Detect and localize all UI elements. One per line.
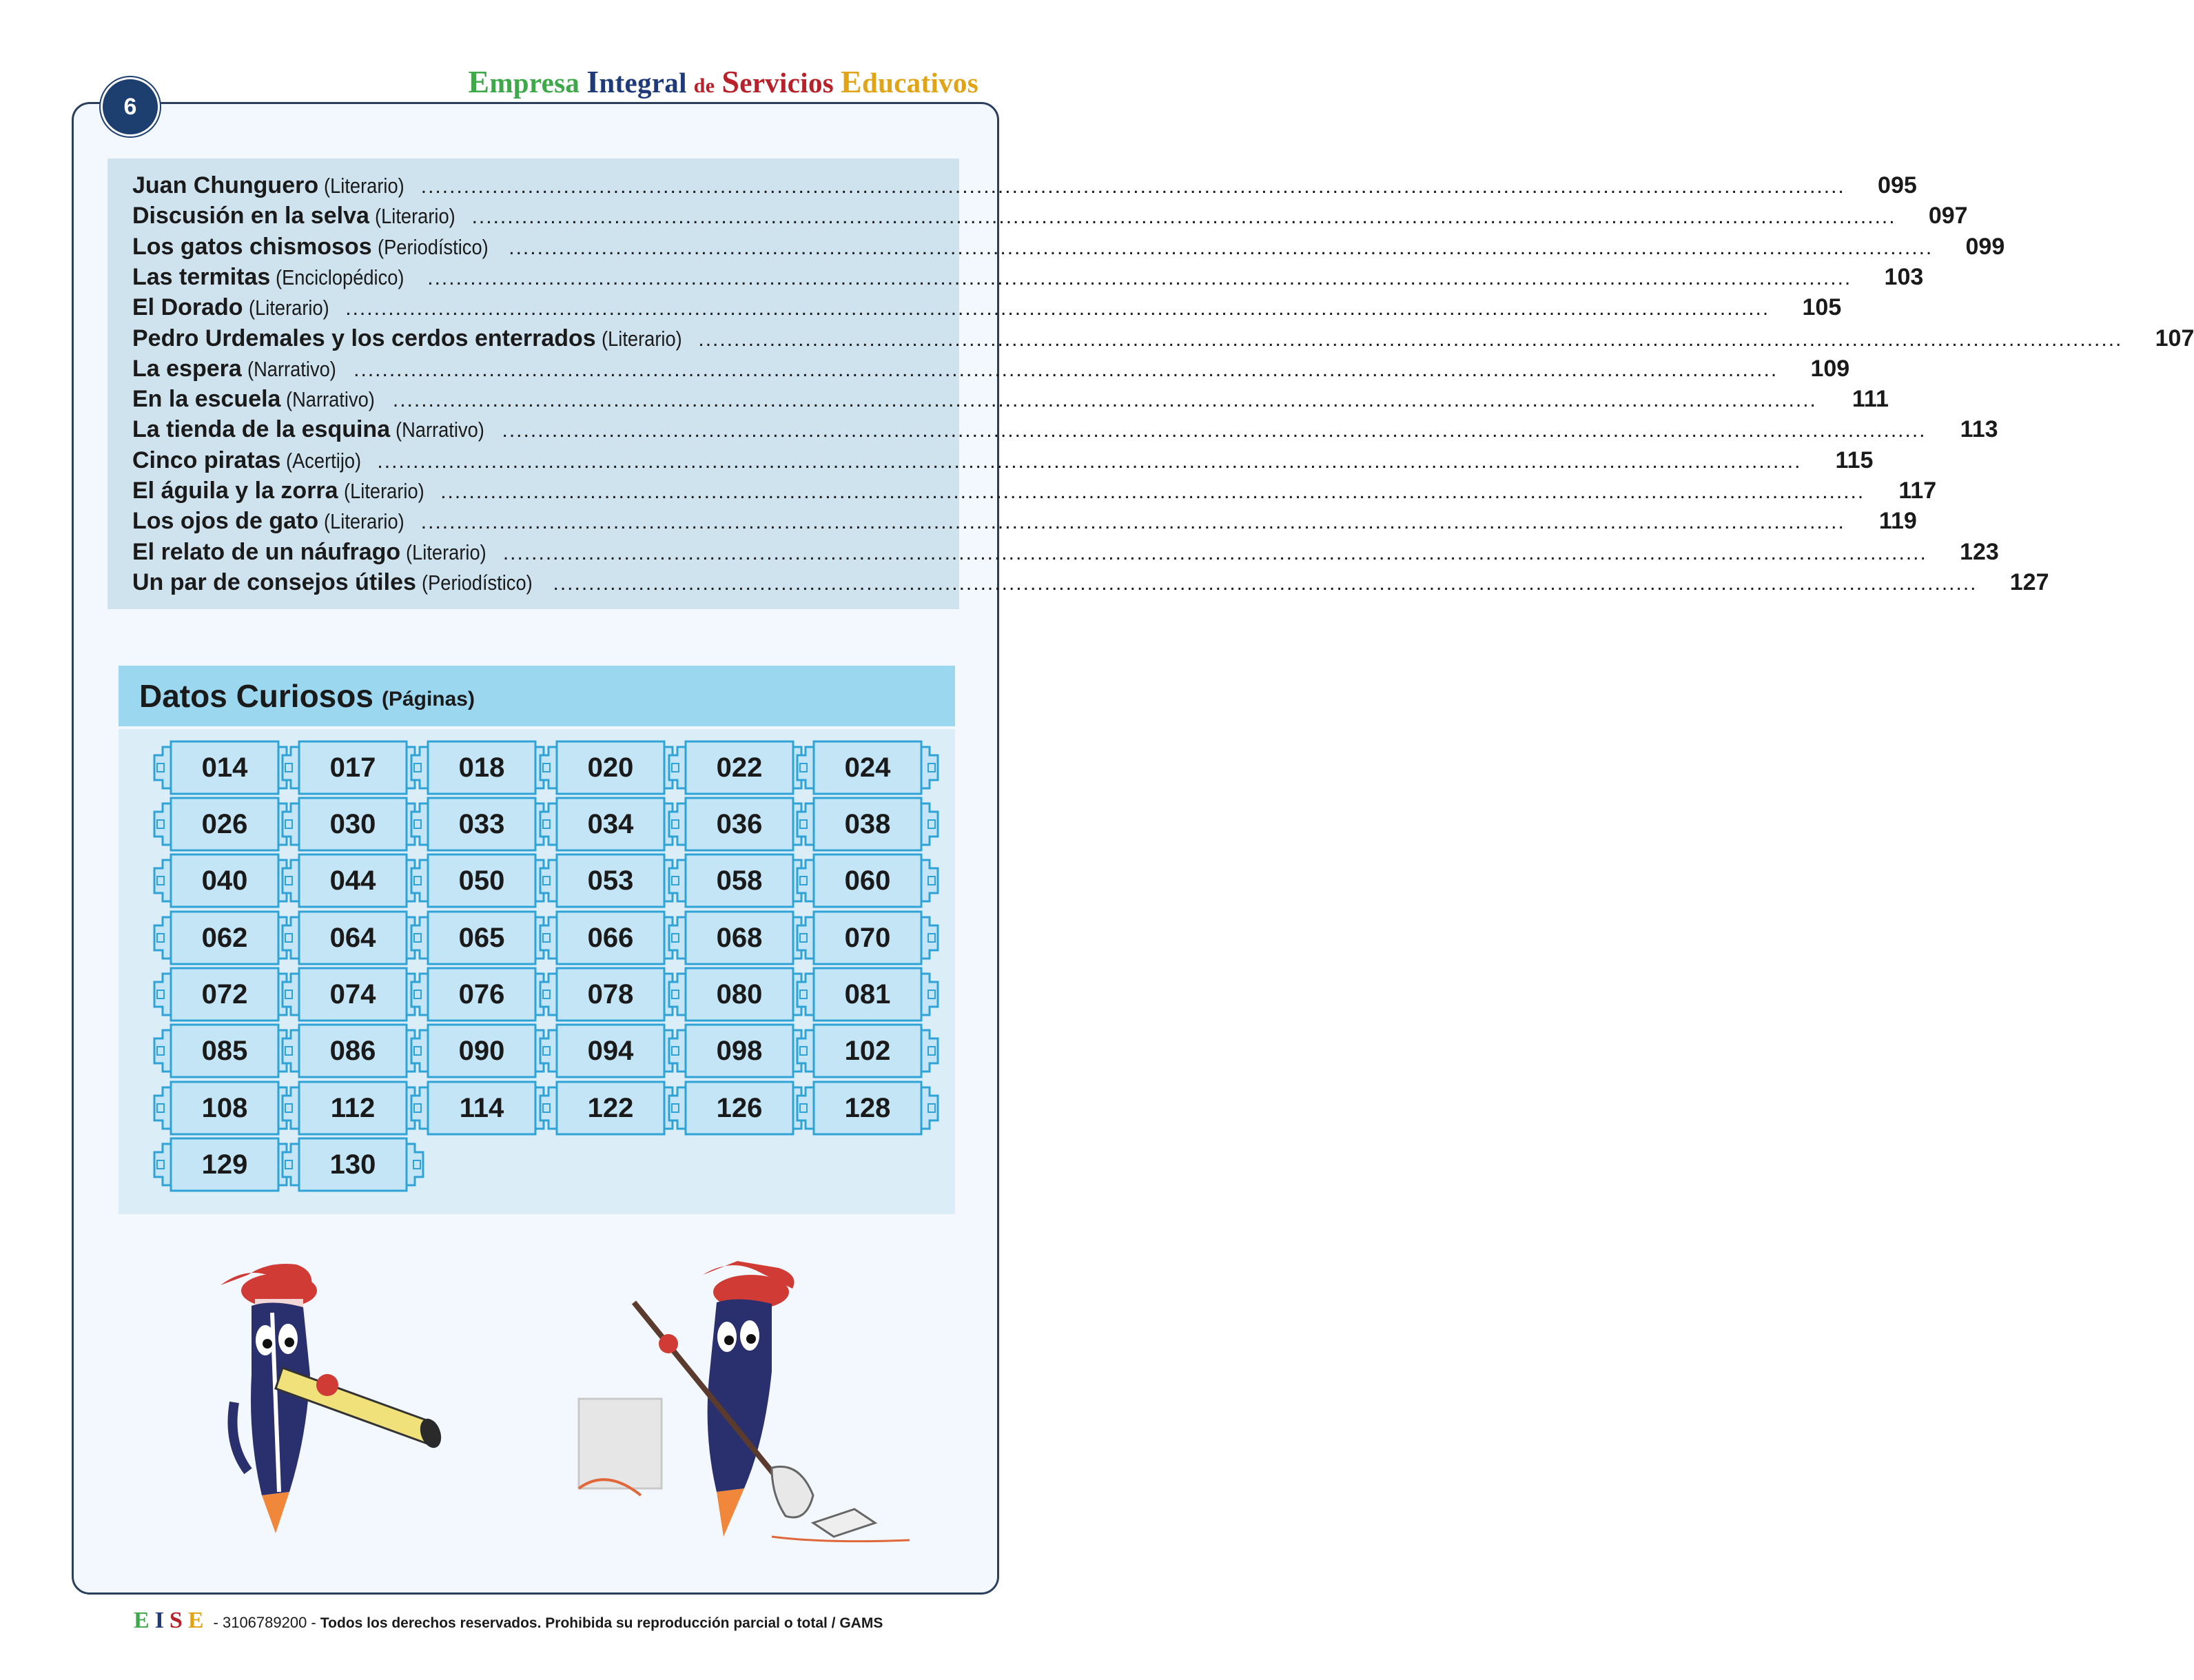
page-footer <box>134 1608 883 1634</box>
index-leader: ........................................................................................................................................................................................................ <box>345 297 1770 320</box>
datos-page-tile <box>171 798 278 850</box>
index-genre: (Literario) <box>248 296 329 320</box>
datos-page-number: 060 <box>844 865 891 896</box>
index-genre: (Literario) <box>324 174 404 198</box>
datos-page-number: 040 <box>201 865 248 896</box>
index-page: 113 <box>1960 416 1998 443</box>
index-genre: (Narrativo) <box>247 356 336 381</box>
datos-page-tile <box>686 968 793 1021</box>
datos-curiosos-subtitle: (Páginas) <box>381 688 475 710</box>
datos-page-number: 086 <box>329 1035 376 1066</box>
index-leader: ........................................................................................................................................................................................................ <box>420 511 1845 534</box>
page-number-badge <box>101 77 160 136</box>
datos-page-number: 126 <box>716 1092 763 1123</box>
index-row <box>132 447 1874 478</box>
footer-phone: - 3106789200 - <box>213 1614 316 1631</box>
datos-page-number: 081 <box>844 979 891 1010</box>
footer-logo-letter: S <box>169 1608 188 1633</box>
datos-page-number: 053 <box>587 865 634 896</box>
index-title: Pedro Urdemales y los cerdos enterrados <box>132 325 596 351</box>
index-leader: ........................................................................................................................................................................................................ <box>471 205 1896 229</box>
datos-page-tile <box>428 1082 535 1134</box>
datos-page-number: 030 <box>329 808 376 839</box>
page-number: 6 <box>123 93 137 120</box>
datos-page-number: 024 <box>844 752 891 783</box>
index-page: 127 <box>2009 568 2049 595</box>
datos-page-number: 072 <box>201 979 248 1010</box>
index-genre: (Literario) <box>374 204 455 229</box>
index-row <box>132 233 2005 264</box>
datos-page-tile <box>428 854 535 907</box>
brand-word: Integral <box>586 64 687 99</box>
index-leader: ........................................................................................................................................................................................................ <box>420 175 1845 198</box>
brand-word: Empresa <box>468 64 580 99</box>
index-leader: ........................................................................................................................................................................................................ <box>440 480 1865 503</box>
datos-page-number: 094 <box>587 1035 634 1066</box>
datos-page-number: 018 <box>458 752 505 783</box>
datos-page-number: 070 <box>844 922 891 953</box>
index-page: 109 <box>1810 355 1850 382</box>
datos-page-tile <box>299 741 407 794</box>
brand-word: de <box>693 74 715 97</box>
index-page: 119 <box>1878 508 1917 535</box>
datos-page-tile <box>557 798 664 850</box>
index-title: Los gatos chismosos <box>132 233 372 260</box>
datos-page-number: 074 <box>329 979 376 1010</box>
datos-page-tile <box>814 741 921 794</box>
brand-word: Servicios <box>721 64 834 99</box>
datos-page-tile <box>299 1025 407 1077</box>
datos-page-tile <box>171 912 278 964</box>
datos-page-number: 044 <box>329 865 376 896</box>
footer-logo <box>134 1608 209 1633</box>
index-title: El Dorado <box>132 294 243 321</box>
footer-logo-letter: I <box>154 1608 170 1633</box>
pencil-mascot-shovel <box>565 1261 923 1557</box>
index-leader: ........................................................................................................................................................................................................ <box>553 571 1978 595</box>
index-title: Cinco piratas <box>132 447 281 473</box>
index-row <box>132 508 1917 538</box>
datos-page-number: 076 <box>458 979 505 1010</box>
datos-page-tile <box>814 1025 921 1077</box>
datos-page-number: 033 <box>458 808 505 839</box>
index-leader: ........................................................................................................................................................................................................ <box>502 541 1927 564</box>
datos-page-tile <box>299 1138 407 1191</box>
datos-page-tile <box>171 968 278 1021</box>
index-row <box>132 355 1850 386</box>
index-page: 117 <box>1898 478 1937 504</box>
index-title: Un par de consejos útiles <box>132 568 416 595</box>
datos-page-tile <box>171 854 278 907</box>
index-title: La tienda de la esquina <box>132 416 391 443</box>
index-row <box>132 386 1889 416</box>
datos-page-number: 058 <box>716 865 763 896</box>
index-row <box>132 538 1999 569</box>
datos-page-tile <box>814 912 921 964</box>
datos-page-tile <box>557 741 664 794</box>
publisher-brand <box>468 63 978 100</box>
datos-page-tile <box>428 741 535 794</box>
index-genre: (Literario) <box>324 509 404 534</box>
datos-page-tile <box>557 912 664 964</box>
datos-page-tile <box>299 968 407 1021</box>
datos-page-tile <box>557 968 664 1021</box>
index-leader: ........................................................................................................................................................................................................ <box>377 449 1802 473</box>
datos-page-number: 122 <box>587 1092 634 1123</box>
index-genre: (Literario) <box>343 479 424 503</box>
index-row <box>132 325 2194 356</box>
index-page: 105 <box>1802 294 1842 321</box>
datos-page-number: 129 <box>201 1149 248 1180</box>
datos-page-number: 050 <box>458 865 505 896</box>
datos-page-tile <box>299 1082 407 1134</box>
index-genre: (Literario) <box>601 326 682 351</box>
datos-page-number: 026 <box>201 808 248 839</box>
index-leader: ........................................................................................................................................................................................................ <box>509 236 1934 259</box>
index-row <box>132 478 1937 508</box>
index-genre: (Periodístico) <box>377 234 489 259</box>
datos-page-number: 112 <box>330 1092 376 1123</box>
index-leader: ........................................................................................................................................................................................................ <box>427 266 1852 289</box>
index-page: 097 <box>1928 203 1968 229</box>
index-page: 107 <box>2155 325 2194 351</box>
datos-page-number: 090 <box>458 1035 505 1066</box>
datos-page-number: 085 <box>201 1035 248 1066</box>
datos-page-tile <box>428 912 535 964</box>
datos-page-number: 017 <box>329 752 376 783</box>
datos-page-number: 038 <box>844 808 891 839</box>
index-title: El águila y la zorra <box>132 478 338 504</box>
datos-page-tile <box>814 798 921 850</box>
datos-page-tile <box>299 798 407 850</box>
index-genre: (Narrativo) <box>396 418 484 442</box>
datos-page-number: 020 <box>587 752 634 783</box>
datos-curiosos-title: Datos Curiosos <box>139 678 373 714</box>
pencil-mascot-telescope <box>207 1264 455 1540</box>
index-row <box>132 203 1968 233</box>
index-genre: (Narrativo) <box>286 387 376 412</box>
datos-page-number: 022 <box>716 752 763 783</box>
index-title: En la escuela <box>132 386 281 413</box>
index-row <box>132 416 1998 447</box>
index-page: 099 <box>1965 233 2005 260</box>
datos-curiosos-header <box>119 666 955 726</box>
datos-page-number: 064 <box>329 922 376 953</box>
datos-page-number: 098 <box>716 1035 763 1066</box>
datos-page-number: 102 <box>844 1035 891 1066</box>
datos-page-number: 128 <box>844 1092 891 1123</box>
index-page: 103 <box>1884 263 1924 290</box>
datos-curiosos-grid <box>119 729 955 1214</box>
footer-logo-letter: E <box>134 1608 155 1633</box>
index-title: Los ojos de gato <box>132 508 319 535</box>
datos-page-number: 068 <box>716 922 763 953</box>
footer-logo-letter: E <box>187 1608 209 1633</box>
datos-page-tile <box>686 912 793 964</box>
datos-page-tile <box>428 968 535 1021</box>
datos-page-tile <box>557 1025 664 1077</box>
datos-page-number: 114 <box>459 1092 504 1123</box>
datos-page-tile <box>686 798 793 850</box>
index-title: Juan Chunguero <box>132 172 319 198</box>
datos-page-tile <box>299 854 407 907</box>
index-title: La espera <box>132 355 242 382</box>
datos-page-tile <box>428 798 535 850</box>
datos-page-number: 065 <box>458 922 505 953</box>
datos-page-tile <box>171 1025 278 1077</box>
datos-page-tile <box>557 1082 664 1134</box>
brand-word: Educativos <box>841 64 978 99</box>
index-page: 115 <box>1835 447 1874 473</box>
footer-rights: Todos los derechos reservados. Prohibida su reproducción parcial o total / GAMS <box>320 1615 883 1631</box>
index-row <box>132 294 1842 325</box>
index-page: 111 <box>1852 386 1889 413</box>
index-genre: (Acertijo) <box>286 448 362 473</box>
datos-page-tile <box>171 1138 278 1191</box>
datos-page-tile <box>299 912 407 964</box>
index-row <box>132 568 2049 600</box>
datos-page-tile <box>171 1082 278 1134</box>
index-leader: ........................................................................................................................................................................................................ <box>392 389 1817 412</box>
datos-page-number: 078 <box>587 979 634 1010</box>
index-title: El relato de un náufrago <box>132 538 401 565</box>
datos-page-number: 014 <box>201 752 248 783</box>
index-genre: (Periodístico) <box>421 570 533 595</box>
index-leader: ........................................................................................................................................................................................................ <box>353 358 1778 381</box>
index-page: 095 <box>1878 172 1917 198</box>
index-leader: ........................................................................................................................................................................................................ <box>502 419 1927 442</box>
datos-page-number: 130 <box>329 1149 376 1180</box>
datos-page-tile <box>814 1082 921 1134</box>
datos-page-tile <box>686 1025 793 1077</box>
index-row <box>132 172 1917 203</box>
datos-page-tile <box>171 741 278 794</box>
datos-page-number: 036 <box>716 808 763 839</box>
index-title: Discusión en la selva <box>132 203 369 229</box>
datos-page-number: 062 <box>201 922 248 953</box>
datos-page-tile <box>686 741 793 794</box>
index-page: 123 <box>1960 538 1999 565</box>
datos-page-tile <box>557 854 664 907</box>
index-row <box>132 263 1924 294</box>
datos-page-number: 034 <box>587 808 634 839</box>
datos-page-number: 080 <box>716 979 763 1010</box>
datos-page-tile <box>814 968 921 1021</box>
datos-page-tile <box>686 1082 793 1134</box>
datos-page-tile <box>686 854 793 907</box>
index-leader: ........................................................................................................................................................................................................ <box>698 327 2123 351</box>
index-genre: (Literario) <box>406 540 486 564</box>
datos-page-number: 108 <box>201 1092 248 1123</box>
datos-page-tile <box>428 1025 535 1077</box>
datos-page-tile <box>814 854 921 907</box>
index-genre: (Enciclopédico) <box>276 265 404 289</box>
reading-index <box>107 158 2194 609</box>
index-title: Las termitas <box>132 263 271 290</box>
datos-page-number: 066 <box>587 922 634 953</box>
